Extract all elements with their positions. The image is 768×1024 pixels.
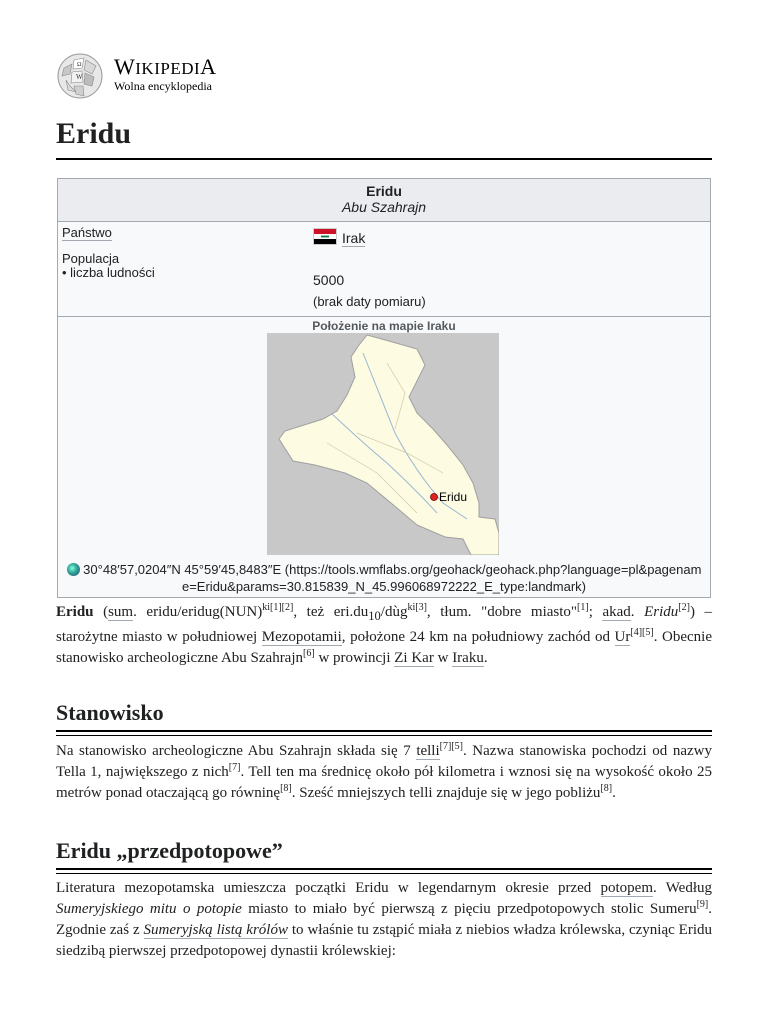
link-iraku[interactable]: Iraku: [452, 650, 484, 666]
link-potopem[interactable]: potopem: [600, 880, 653, 896]
ref-sup[interactable]: [1]: [577, 602, 589, 613]
ref-sup[interactable]: ki[3]: [407, 602, 427, 613]
para-text: Literatura mezopotamska umieszcza początki Eridu w legendarnym okresie przed: [56, 880, 601, 896]
population-label: Populacja: [62, 251, 120, 266]
wordmark[interactable]: [114, 54, 217, 80]
intro-eridu-italic: Eridu: [644, 604, 679, 620]
coordinates-url-b[interactable]: e=Eridu&params=30.815839_N_45.996068972222_E_type:landmark): [181, 579, 587, 594]
para-text: Na stanowisko archeologiczne Abu Szahrajn składa się 7: [56, 743, 417, 759]
ref-sup[interactable]: [9]: [696, 899, 709, 910]
para-text: . Tell ten ma średnicę około pół kilometra i wznosi się na wysokość około 25 metrów ponad otaczającą go równinę: [56, 764, 713, 801]
para-text: . Sześć mniejszych telli znajduje się w jego pobliżu: [291, 785, 601, 801]
link-sum[interactable]: sum: [108, 604, 134, 620]
intro-text: . Obecnie stanowisko archeologiczne Abu Szahrajn: [56, 629, 712, 666]
infobox: [57, 178, 711, 598]
ref-sup[interactable]: [7][5]: [439, 741, 463, 752]
intro-text: .: [630, 604, 645, 620]
intro-text: w prowincji: [314, 650, 395, 666]
map-marker-label: Eridu: [439, 490, 468, 504]
intro-text: , tłum. "dobre miasto": [426, 604, 578, 620]
intro-text: , też eri.du: [293, 604, 369, 620]
intro-text: /dùg: [380, 604, 408, 620]
intro-paragraph: Eridu (sum. eridu/eridug(NUN)$^{ki[1][2]}$, też $eri.du_{10}/dùg^{ki[3]}$, tłum. "dobre miasto"[1]; akad. Eridu[2]) – starożytne miasto w południowej Mezopotamii, położone 24 km na południowy zachód od Ur[4][5]. Obecnie stanowisko archeologiczne Abu Szahrajn[6] w prowincji Zi Kar w Iraku.: [56, 602, 713, 666]
wordmark-last: A: [200, 54, 217, 79]
intro-text: ;: [588, 604, 603, 620]
para-text: . Nazwa stanowiska pochodzi od nazwy Tella 1, największego z nich: [56, 743, 713, 780]
location-map-section: [58, 317, 710, 597]
infobox-header: [58, 179, 710, 222]
ref-sup[interactable]: [2]: [678, 602, 690, 613]
country-label[interactable]: Państwo: [62, 225, 112, 240]
link-ur[interactable]: Ur: [614, 629, 631, 645]
intro-term: Eridu: [56, 604, 94, 620]
coordinates-text[interactable]: 30°48′57,0204″N 45°59′45,8483″E: [83, 562, 282, 577]
para-text: miasto to miało być pierwszą z pięciu przedpotopowych stolic Sumeru: [241, 901, 697, 917]
link-telli[interactable]: telli: [416, 743, 440, 759]
ref-sup[interactable]: [7]: [228, 762, 241, 773]
intro-sub: 10: [368, 609, 381, 623]
map-caption: Położenie na mapie Iraku: [312, 319, 456, 333]
wordmark-first: W: [114, 54, 136, 79]
site-header: [56, 52, 356, 100]
intro-text: w: [433, 650, 453, 666]
ref-sup[interactable]: [8]: [600, 783, 613, 794]
wikipedia-globe-logo[interactable]: [56, 52, 104, 100]
ref-sup[interactable]: [8]: [280, 783, 292, 794]
intro-text: . eridu/eridug(NUN): [133, 604, 263, 620]
svg-text:W: W: [76, 73, 83, 81]
infobox-data-row: [58, 222, 710, 317]
para-text: .: [612, 785, 616, 801]
ref-sup[interactable]: ki[1][2]: [262, 602, 294, 613]
ref-sup[interactable]: [4][5]: [630, 627, 654, 638]
link-mezopotamii[interactable]: Mezopotamii: [261, 629, 342, 645]
ref-sup[interactable]: [6]: [303, 648, 315, 659]
population-sub-label: • liczba ludności: [62, 265, 155, 280]
link-akad[interactable]: akad: [602, 604, 631, 620]
myth-title: Sumeryjskiego mitu o potopie: [56, 901, 242, 917]
population-note: (brak daty pomiaru): [313, 294, 426, 309]
intro-text: ) – starożytne miasto w południowej: [56, 604, 713, 645]
globe-icon[interactable]: [67, 563, 80, 576]
svg-text:Ω: Ω: [77, 62, 82, 68]
intro-text: .: [483, 650, 488, 666]
para-text: . Według: [653, 880, 712, 896]
tagline: Wolna encyklopedia: [114, 79, 212, 93]
section-heading-stanowisko: Stanowisko: [56, 700, 712, 732]
link-kinglist[interactable]: Sumeryjską listą królów: [143, 922, 288, 938]
para-text: to właśnie tu zstąpić miała z niebios władza królewska, czyniąc Eridu siedzibą pierwszej przedpotopowej dynastii królewskiej:: [56, 922, 713, 959]
coordinates-url-a[interactable]: (https://tools.wmflabs.org/geohack/geohack.php?language=pl&pagenam: [284, 562, 702, 577]
page-title: Eridu: [56, 116, 712, 160]
intro-text: , położone 24 km na południowy zachód od: [341, 629, 615, 645]
infobox-subtitle: Abu Szahrajn: [341, 199, 427, 215]
country-link[interactable]: Irak: [342, 230, 366, 246]
coordinates: [62, 561, 706, 595]
iraq-flag-icon[interactable]: [313, 228, 337, 245]
infobox-title: Eridu: [366, 183, 402, 199]
eridu-location-marker[interactable]: [431, 494, 438, 501]
section-heading-przedpotopowe: Eridu „przedpotopowe”: [56, 838, 712, 870]
country-value: [313, 228, 365, 246]
wordmark-rest: IKIPEDI: [135, 59, 201, 78]
iraq-location-map[interactable]: [267, 333, 499, 555]
para-text: . Zgodnie zaś z: [56, 901, 712, 938]
population-value: 5000: [313, 272, 345, 288]
section-przedpotopowe-paragraph: [56, 878, 712, 962]
section-stanowisko-paragraph: [56, 741, 712, 804]
link-zi-kar[interactable]: Zi Kar: [394, 650, 434, 666]
